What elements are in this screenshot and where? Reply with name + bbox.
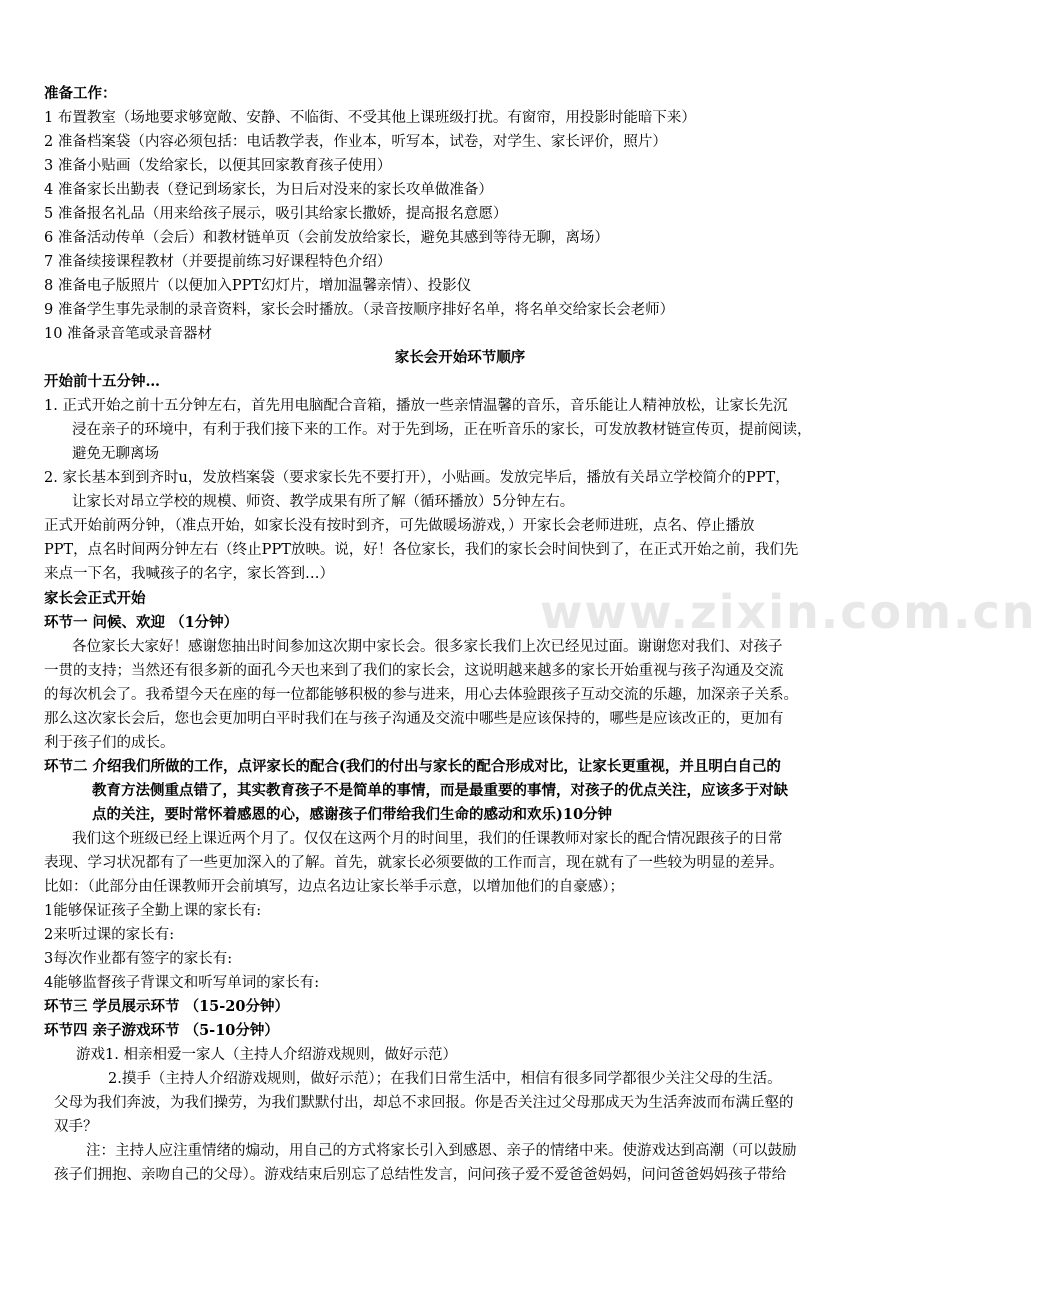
prep-item: 1 布置教室（场地要求够宽敞、安静、不临街、不受其他上课班级打扰。有窗帘，用投影时能暗下来）	[44, 110, 696, 126]
step-2-body-line: 比如：（此部分由任课教师开会前填写，边点名边让家长举手示意，以增加他们的自豪感）；	[44, 879, 624, 895]
prep-item: 5 准备报名礼品（用来给孩子展示，吸引其给家长撒娇，提高报名意愿）	[44, 206, 508, 222]
before-item-1-line: 1. 正式开始之前十五分钟左右，首先用电脑配合音箱，播放一些亲情温馨的音乐，音乐能让人精神放松，让家长先沉	[44, 398, 788, 414]
step-1-body-line: 一贯的支持；当然还有很多新的面孔今天也来到了我们的家长会，这说明越来越多的家长开始重视与孩子沟通及交流	[44, 663, 784, 679]
before-heading: 开始前十五分钟…	[44, 373, 160, 390]
before-item-2-line: 2. 家长基本到到齐时u，发放档案袋（要求家长先不要打开），小贴画。发放完毕后，播放有关昂立学校简介的PPT，	[44, 470, 790, 486]
step-2-heading-line: 教育方法侧重点错了，其实教育孩子不是简单的事情，而是最重要的事情，对孩子的优点关注，应该多于对缺	[92, 782, 788, 799]
step-1-body-line: 各位家长大家好！感谢您抽出时间参加这次期中家长会。很多家长我们上次已经见过面。谢谢您对我们、对孩子	[72, 639, 783, 655]
before-item-1-line: 避免无聊离场	[72, 446, 159, 462]
parent-list-item: 1能够保证孩子全勤上课的家长有:	[44, 903, 262, 919]
prep-item: 10 准备录音笔或录音器材	[44, 326, 213, 342]
watermark: www.zixin.com.cn	[540, 585, 1037, 639]
step-2-heading-line: 环节二 介绍我们所做的工作，点评家长的配合(我们的付出与家长的配合形成对比，让家长更重视，并且明白自己的	[44, 758, 781, 775]
two-minutes-line: 正式开始前两分钟，（准点开始，如家长没有按时到齐，可先做暖场游戏，）开家长会老师进班，点名、停止播放	[44, 518, 755, 534]
game-1: 游戏1. 相亲相爱一家人（主持人介绍游戏规则，做好示范）	[76, 1047, 457, 1063]
step-2-body-line: 我们这个班级已经上课近两个月了。仅仅在这两个月的时间里，我们的任课教师对家长的配合情况跟孩子的日常	[72, 831, 783, 847]
before-item-1-line: 浸在亲子的环境中，有利于我们接下来的工作。对于先到场，正在听音乐的家长，可发放教材链宣传页，提前阅读，	[72, 422, 812, 438]
step-1-heading: 环节一 问候、欢迎 （1分钟）	[44, 614, 239, 631]
step-1-body-line: 那么这次家长会后，您也会更加明白平时我们在与孩子沟通及交流中哪些是应该保持的，哪些是应该改正的，更加有	[44, 711, 784, 727]
two-minutes-line: 来点一下名，我喊孩子的名字，家长答到…）	[44, 566, 334, 582]
prep-title: 准备工作：	[44, 85, 117, 102]
note-line: 注：主持人应注重情绪的煽动，用自己的方式将家长引入到感恩、亲子的情绪中来。使游戏达到高潮（可以鼓励	[86, 1143, 797, 1159]
parent-list-item: 4能够监督孩子背课文和听写单词的家长有:	[44, 975, 320, 991]
prep-item: 2 准备档案袋（内容必须包括：电话教学表，作业本，听写本，试卷，对学生、家长评价，照片）	[44, 134, 667, 150]
step-3-heading: 环节三 学员展示环节 （15-20分钟）	[44, 998, 289, 1015]
two-minutes-line: PPT，点名时间两分钟左右（终止PPT放映。说，好！各位家长，我们的家长会时间快到了，在正式开始之前，我们先	[44, 542, 799, 558]
prep-item: 8 准备电子版照片（以便加入PPT幻灯片，增加温馨亲情）、投影仪	[44, 278, 472, 294]
prep-item: 3 准备小贴画（发给家长，以便其回家教育孩子使用）	[44, 158, 392, 174]
formal-heading: 家长会正式开始	[44, 590, 146, 607]
step-1-body-line: 的每次机会了。我希望今天在座的每一位都能够积极的参与进来，用心去体验跟孩子互动交流的乐趣，加深亲子关系。	[44, 687, 798, 703]
step-4-heading: 环节四 亲子游戏环节 （5-10分钟）	[44, 1022, 279, 1039]
before-item-2-line: 让家长对昂立学校的规模、师资、教学成果有所了解（循环播放）5分钟左右。	[72, 494, 575, 510]
step-2-body-line: 表现、学习状况都有了一些更加深入的了解。首先，就家长必须要做的工作而言，现在就有了一些较为明显的差异。	[44, 855, 784, 871]
game-2-line: 父母为我们奔波，为我们操劳，为我们默默付出，却总不求回报。你是否关注过父母那成天为生活奔波而布满丘壑的	[54, 1095, 794, 1111]
game-2-line: 双手？	[54, 1119, 98, 1135]
step-2-heading-line: 点的关注，要时常怀着感恩的心，感谢孩子们带给我们生命的感动和欢乐)10分钟	[92, 806, 613, 823]
prep-item: 7 准备续接课程教材（并要提前练习好课程特色介绍）	[44, 254, 392, 270]
note-line: 孩子们拥抱、亲吻自己的父母）。游戏结束后别忘了总结性发言，问问孩子爱不爱爸爸妈妈，问问爸爸妈妈孩子带给	[54, 1167, 787, 1183]
prep-item: 4 准备家长出勤表（登记到场家长，为日后对没来的家长攻单做准备）	[44, 182, 493, 198]
prep-item: 9 准备学生事先录制的录音资料，家长会时播放。（录音按顺序排好名单，将名单交给家长会老师）	[44, 302, 675, 318]
parent-list-item: 2来听过课的家长有:	[44, 927, 175, 943]
prep-item: 6 准备活动传单（会后）和教材链单页（会前发放给家长，避免其感到等待无聊，离场）	[44, 230, 609, 246]
game-2-line: 2.摸手（主持人介绍游戏规则，做好示范）；在我们日常生活中，相信有很多同学都很少关注父母的生活。	[108, 1071, 782, 1087]
section-title: 家长会开始环节顺序	[394, 349, 526, 366]
step-1-body-line: 利于孩子们的成长。	[44, 735, 175, 751]
parent-list-item: 3每次作业都有签字的家长有:	[44, 951, 233, 967]
